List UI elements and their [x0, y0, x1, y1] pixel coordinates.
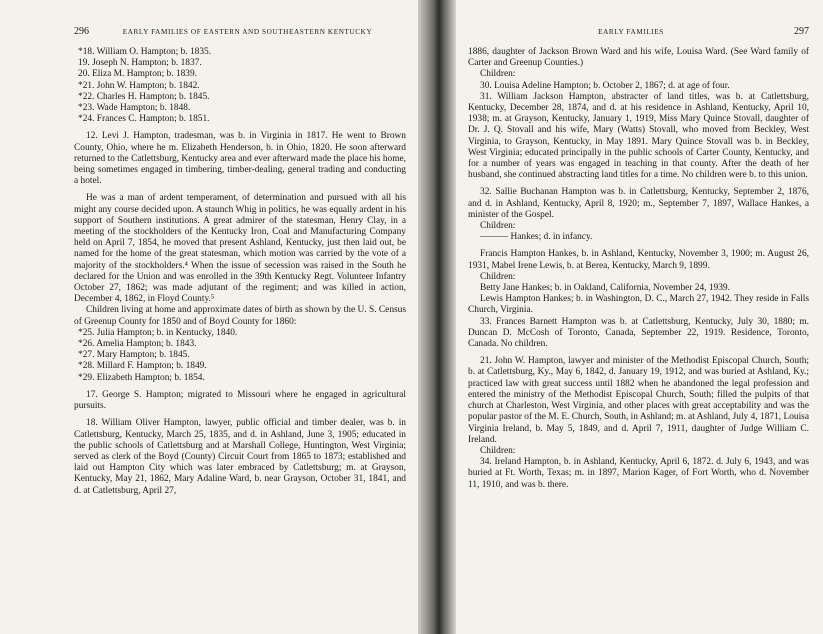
paragraph-francis-hankes: Francis Hampton Hankes, b. in Ashland, Kentucky, November 3, 1900; m. August 26, 1931, Mabel Irene Lewis, b. at Berea, Kentucky, March 9, 1899. — [468, 249, 809, 271]
list-item: *18. William O. Hampton; b. 1835. — [78, 47, 212, 57]
list-item: *28. Millard F. Hampton; b. 1849. — [78, 361, 207, 372]
census-children-list — [74, 328, 406, 384]
paragraph-john-hampton: 21. John W. Hampton, lawyer and minister of the Methodist Episcopal Church, South; b. at Catlettsburg, Ky., May 6, 1842, d. January 19, 1912, and was buried at Ashland, Ky.; practiced law with great success until 1882 when he abandoned the legal profession and entered the ministry of the Methodist Episcopal Church, South; filled the pulpits of that church at Charleston, West Virginia, and other places with great acceptability and was the popular pastor of the M. E. Church, South, in Ashland; m. at Ashland, July 4, 1871, Louisa Virginia Ireland, b. May 5, 1849, and d. April 7, 1911, daughter of Judge William C. Ireland. — [468, 356, 809, 445]
paragraph-louisa-hampton: 30. Louisa Adeline Hampton; b. October 2, 1867; d. at age of four. — [480, 80, 730, 91]
paragraph-sallie-hampton: 32. Sallie Buchanan Hampton was b. in Catlettsburg, Kentucky, September 2, 1876, and d. in Ashland, Kentucky, April 8, 1920; m., September 7, 1897, Wallace Hankes, a minister of the Gospel. — [468, 187, 809, 220]
list-item: *23. Wade Hampton; b. 1848. — [78, 103, 191, 114]
paragraph-census: Children living at home and approximate dates of birth as shown by the U. S. Census of Greenup County for 1850 and of Boyd County for 1860: — [74, 305, 406, 327]
left-running-head — [74, 26, 406, 37]
children-label: Children: — [480, 271, 516, 282]
left-header-title: EARLY FAMILIES OF EASTERN AND SOUTHEASTERN KENTUCKY — [122, 28, 373, 36]
paragraph-levi-hampton: 12. Levi J. Hampton, tradesman, was b. in Virginia in 1817. He went to Brown County, Ohio, where he m. Elizabeth Henderson, b. in Ohio, 1820. He soon afterward returned to the Catlettsburg, Kentucky area and ever afterward made the place his home, being sometimes engaged in timbering, timber-dealing, general trading and conducting a hotel. — [74, 131, 406, 187]
paragraph-continuation: 1886, daughter of Jackson Brown Ward and his wife, Louisa Ward. (See Ward family of Carter and Greenup Counties.) — [468, 47, 809, 69]
paragraph-ireland-hampton: 34. Ireland Hampton, b. in Ashland, Kentucky, April 6, 1872. d. July 6, 1943, and was buried at Ft. Worth, Texas; m. in 1897, Marion Kager, of Fort Worth, who d. November 11, 1910, and was b. there. — [468, 457, 809, 490]
list-item: *29. Elizabeth Hampton; b. 1854. — [78, 372, 205, 383]
hampton-children-list — [74, 47, 406, 125]
right-running-head — [468, 26, 809, 37]
right-page-number: 297 — [794, 26, 809, 37]
paragraph-william-oliver-hampton: 18. William Oliver Hampton, lawyer, public official and timber dealer, was b. in Catlettsburg, Kentucky, March 25, 1835, and d. in Ashland, June 3, 1905; educated in the public schools of Catlettsburg and at Marshall College, Huntington, West Virginia; served as clerk of the Boyd (County) Circuit Court from 1865 to 1873; established and laid out Hampton City which was later embraced by Catlettsburg; m. at Grayson, Kentucky, May 21, 1862, Mary Adaline Ward, b. near Grayson, October 31, 1841, and d. at Catlettsburg, April 27, — [74, 418, 406, 496]
list-item: 20. Eliza M. Hampton; b. 1839. — [78, 69, 197, 80]
paragraph-hankes-infant: ——— Hankes; d. in infancy. — [480, 232, 593, 243]
children-label: Children: — [480, 445, 516, 456]
left-page-number: 296 — [74, 26, 89, 37]
right-header-title: EARLY FAMILIES — [598, 28, 664, 36]
paragraph-lewis-hankes: Lewis Hampton Hankes; b. in Washington, D. C., March 27, 1942. They reside in Falls Church, Virginia. — [468, 294, 809, 316]
list-item: *21. John W. Hampton; b. 1842. — [78, 80, 200, 91]
paragraph-george-hampton: 17. George S. Hampton; migrated to Missouri where he engaged in agricultural pursuits. — [74, 389, 406, 412]
list-item: *27. Mary Hampton; b. 1845. — [78, 350, 190, 361]
paragraph-william-jackson-hampton: 31. William Jackson Hampton, abstracter of land titles, was b. at Catlettsburg, Kentucky, December 28, 1874, and d. at his residence in Ashland, Kentucky, April 10, 1938; m. at Grayson, Kentucky, January 1, 1919, Miss Mary Quince Stovall, daughter of Dr. J. Q. Stovall and his wife, Mary (Watts) Stovall, who moved from Beckley, West Virginia, to Grayson, Kentucky, in May 1891. Mary Quince Stovall was b. in Beckley, West Virginia; educated principally in the public schools of Carter County, Kentucky, and for a number of years was engaged in teaching in that county. After the death of her husband, she continued abstracting land titles for a time. No children were b. to this union. — [468, 91, 809, 181]
paragraph-temperament: He was a man of ardent temperament, of determination and pursued with all his might any course decided upon. A staunch Whig in politics, he was equally ardent in his support of Southern institutions. A great admirer of the statesman, Henry Clay, in a meeting of the stockholders of the Kentucky Iron, Coal and Manufacturing Company held on April 7, 1854, he moved that present Ashland, Kentucky, just then laid out, be named for the home of the great statesman, which motion was carried by the vote of a majority of the stockholders.⁴ When the issue of secession was raised in the South he declared for the Union and was enrolled in the 39th Kentucky Regt. Volunteer Infantry October 27, 1862; was made adjutant of the regiment; and was killed in action, December 4, 1862, in Floyd County.⁵ — [74, 193, 406, 305]
list-item: *24. Frances C. Hampton; b. 1851. — [78, 114, 210, 125]
list-item: *22. Charles H. Hampton; b. 1845. — [78, 91, 210, 102]
list-item: *25. Julia Hampton; b. in Kentucky, 1840. — [78, 327, 238, 338]
book-gutter — [418, 0, 456, 634]
list-item: 19. Joseph N. Hampton; b. 1837. — [78, 58, 202, 69]
paragraph-frances-hampton: 33. Frances Barnett Hampton was b. at Catlettsburg, Kentucky, July 30, 1880; m. Duncan D. McCosh of Toronto, Canada, September 22, 1919. Residence, Toronto, Canada. No children. — [468, 316, 809, 350]
right-page — [456, 0, 823, 634]
children-label: Children: — [480, 221, 516, 232]
children-label: Children: — [480, 69, 516, 80]
list-item: *26. Amelia Hampton; b. 1843. — [78, 339, 197, 350]
paragraph-betty-hankes: Betty Jane Hankes; b. in Oakland, California, November 24, 1939. — [480, 283, 730, 294]
